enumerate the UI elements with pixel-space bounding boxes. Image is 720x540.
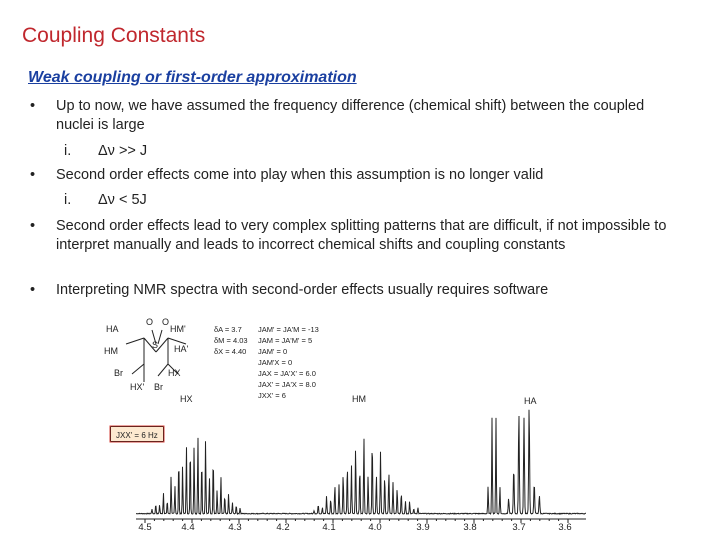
bullet-marker: • (30, 167, 36, 183)
nmr-spectrum-figure (96, 308, 596, 540)
ppm-tick-label: 3.6 (558, 522, 572, 533)
molecule-label: HA (106, 324, 119, 334)
peak-label-hm: HM (352, 394, 366, 404)
ppm-axis-ticks (145, 519, 568, 523)
bullet-marker: • (30, 282, 36, 298)
peak-label-ha: HA (524, 396, 537, 406)
slide-title: Coupling Constants (22, 24, 206, 47)
subpoint-number: i. (64, 143, 72, 159)
bullet-text: Interpreting NMR spectra with second-order effects usually requires software (56, 282, 549, 298)
molecule-label: HM (104, 346, 118, 356)
molecule-label: O (146, 317, 154, 327)
molecule-label: Br (114, 368, 123, 378)
coupling-line: JXX' = 6 (258, 391, 286, 400)
ppm-tick-label: 4.5 (138, 522, 152, 533)
subpoint-text: Δν >> J (98, 143, 148, 159)
ppm-tick-label: 3.7 (512, 522, 526, 533)
molecule-label: HX' (130, 382, 145, 392)
coupling-line: JAM' = 0 (258, 347, 288, 356)
bullet-text: Second order effects come into play when this assumption is no longer valid (56, 167, 544, 183)
ppm-tick-label: 4.2 (276, 522, 290, 533)
ppm-tick-label: 4.0 (368, 522, 382, 533)
molecule-label: S (152, 340, 159, 350)
coupling-line: JAM' = JA'M = -13 (258, 325, 319, 334)
coupling-line: JAM'X = 0 (258, 358, 293, 367)
bullet-marker: • (30, 218, 36, 234)
bullet-text: Second order effects lead to very complex splitting patterns that are difficult, if not impossible to interpret manually and leads to incorrect chemical shifts and coupling constants (56, 218, 667, 253)
molecule-label: O (162, 317, 170, 327)
molecule-label: HM' (170, 324, 186, 334)
shift-line: δA = 3.7 (214, 325, 242, 334)
ppm-tick-label: 4.4 (181, 522, 195, 533)
ppm-tick-label: 3.9 (416, 522, 430, 533)
ppm-tick-label: 4.1 (322, 522, 336, 533)
subpoint-text: Δν < 5J (98, 192, 147, 208)
ppm-tick-label: 3.8 (463, 522, 477, 533)
coupling-line: JAX = JA'X' = 6.0 (258, 369, 316, 378)
slide-subtitle: Weak coupling or first-order approximation (28, 69, 357, 86)
bullet-text: Up to now, we have assumed the frequency difference (chemical shift) between the coupled nuclei is large (56, 98, 645, 133)
molecule-label: HA' (174, 344, 189, 354)
spectrum-trace (136, 410, 586, 514)
coupling-line: JAM = JA'M' = 5 (258, 336, 313, 345)
subpoint-number: i. (64, 192, 72, 208)
legend-text: JXX' = 6 Hz (116, 431, 158, 440)
ppm-axis-labels (138, 522, 571, 533)
ppm-tick-label: 4.3 (228, 522, 242, 533)
shift-line: δX = 4.40 (214, 347, 247, 356)
molecule-label: HX (168, 368, 181, 378)
molecule-label: Br (154, 382, 163, 392)
bullet-marker: • (30, 98, 36, 114)
peak-label-hx: HX (180, 394, 193, 404)
shift-line: δM = 4.03 (214, 336, 248, 345)
coupling-line: JAX' = JA'X = 8.0 (258, 380, 316, 389)
